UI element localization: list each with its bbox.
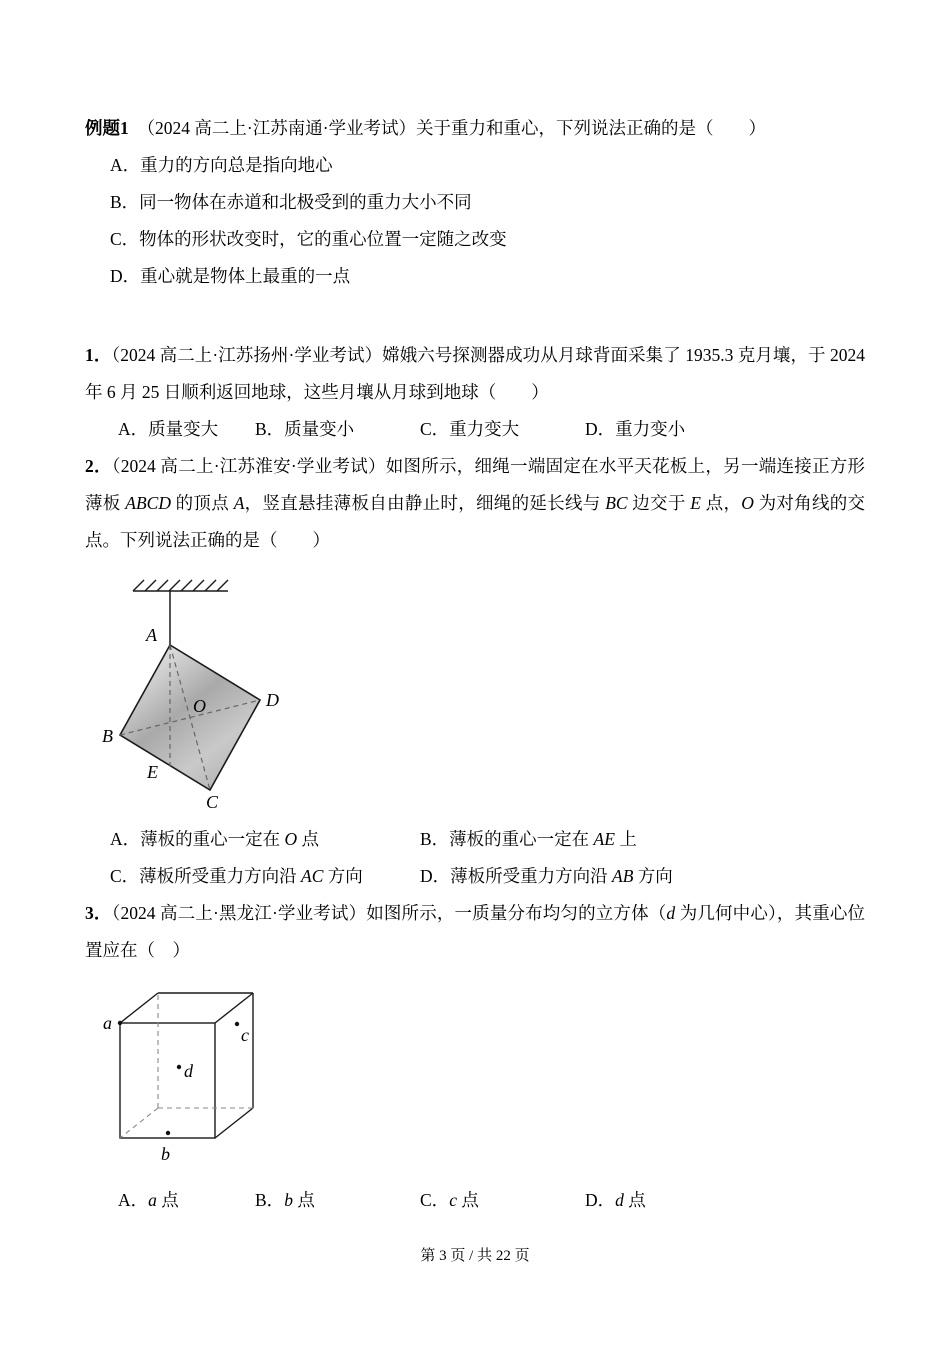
label-A: A bbox=[146, 625, 157, 645]
question-2-stem: 2．（2024 高二上·江苏淮安·学业考试）如图所示，细绳一端固定在水平天花板上，另一端连接正方形薄板 ABCD 的顶点 A，竖直悬挂薄板自由静止时，细绳的延长线与 BC 边交于 E 点，O 为对角线的交点。下列说法正确的是（ ） bbox=[85, 456, 866, 550]
point-c-dot bbox=[235, 1022, 239, 1026]
example-1-option-a: A．重力的方向总是指向地心 bbox=[110, 155, 333, 175]
question-2-option-c: C．薄板所受重力方向沿 AC 方向 bbox=[110, 866, 363, 886]
label-a: a bbox=[103, 1013, 112, 1033]
point-d-dot bbox=[177, 1065, 181, 1069]
label-D: D bbox=[266, 690, 279, 710]
example-1-option-c: C．物体的形状改变时，它的重心位置一定随之改变 bbox=[110, 229, 507, 249]
label-B: B bbox=[102, 726, 113, 746]
hanging-plate-figure bbox=[100, 575, 330, 815]
example-1-block bbox=[85, 110, 865, 295]
label-O: O bbox=[193, 696, 206, 716]
question-2-options-row-2 bbox=[85, 858, 865, 895]
example-1-option-d: D．重心就是物体上最重的一点 bbox=[110, 266, 351, 286]
label-c: c bbox=[241, 1025, 249, 1045]
question-3-option-b: B．b 点 bbox=[255, 1190, 315, 1210]
point-a-dot bbox=[118, 1021, 122, 1025]
question-2-option-a: A．薄板的重心一定在 O 点 bbox=[110, 829, 320, 849]
label-b: b bbox=[161, 1144, 170, 1164]
question-3-option-a: A．a 点 bbox=[118, 1190, 179, 1210]
question-3-option-c: C．c 点 bbox=[420, 1190, 479, 1210]
page-number-footer: 第 3 页 / 共 22 页 bbox=[420, 1248, 530, 1264]
label-d: d bbox=[184, 1061, 193, 1081]
label-E: E bbox=[147, 762, 158, 782]
example-1-option-b: B．同一物体在赤道和北极受到的重力大小不同 bbox=[110, 192, 472, 212]
label-C: C bbox=[206, 792, 219, 812]
question-3-stem: 3．（2024 高二上·黑龙江·学业考试）如图所示，一质量分布均匀的立方体（d 为几何中心），其重心位置应在（ ） bbox=[85, 903, 866, 960]
question-1-stem: 1．（2024 高二上·江苏扬州·学业考试）嫦娥六号探测器成功从月球背面采集了 1935.3 克月壤，于 2024 年 6 月 25 日顺利返回地球，这些月壤从月球到地球（ ） bbox=[85, 345, 866, 402]
question-3-block bbox=[85, 895, 865, 1219]
cube-labels bbox=[103, 1013, 249, 1164]
ceiling-hatch bbox=[133, 580, 228, 591]
question-2-options-row-1 bbox=[85, 821, 865, 858]
point-b-dot bbox=[166, 1131, 170, 1135]
question-1-block bbox=[85, 337, 865, 448]
question-1-option-d: D．重力变小 bbox=[585, 419, 686, 439]
question-2-block bbox=[85, 448, 865, 895]
example-1-options bbox=[85, 147, 865, 295]
question-1-option-b: B．质量变小 bbox=[255, 419, 355, 439]
cube-figure bbox=[95, 983, 270, 1178]
question-2-option-d: D．薄板所受重力方向沿 AB 方向 bbox=[420, 866, 673, 886]
example-1-stem: 例题1 （2024 高二上·江苏南通·学业考试）关于重力和重心，下列说法正确的是（ ） bbox=[85, 118, 767, 138]
question-3-option-d: D．d 点 bbox=[585, 1190, 646, 1210]
question-2-option-b: B．薄板的重心一定在 AE 上 bbox=[420, 829, 637, 849]
question-1-option-c: C．重力变大 bbox=[420, 419, 520, 439]
question-1-option-a: A．质量变大 bbox=[118, 419, 219, 439]
cube-points bbox=[118, 1021, 239, 1135]
question-3-options bbox=[85, 1182, 865, 1219]
question-1-options bbox=[85, 411, 865, 448]
